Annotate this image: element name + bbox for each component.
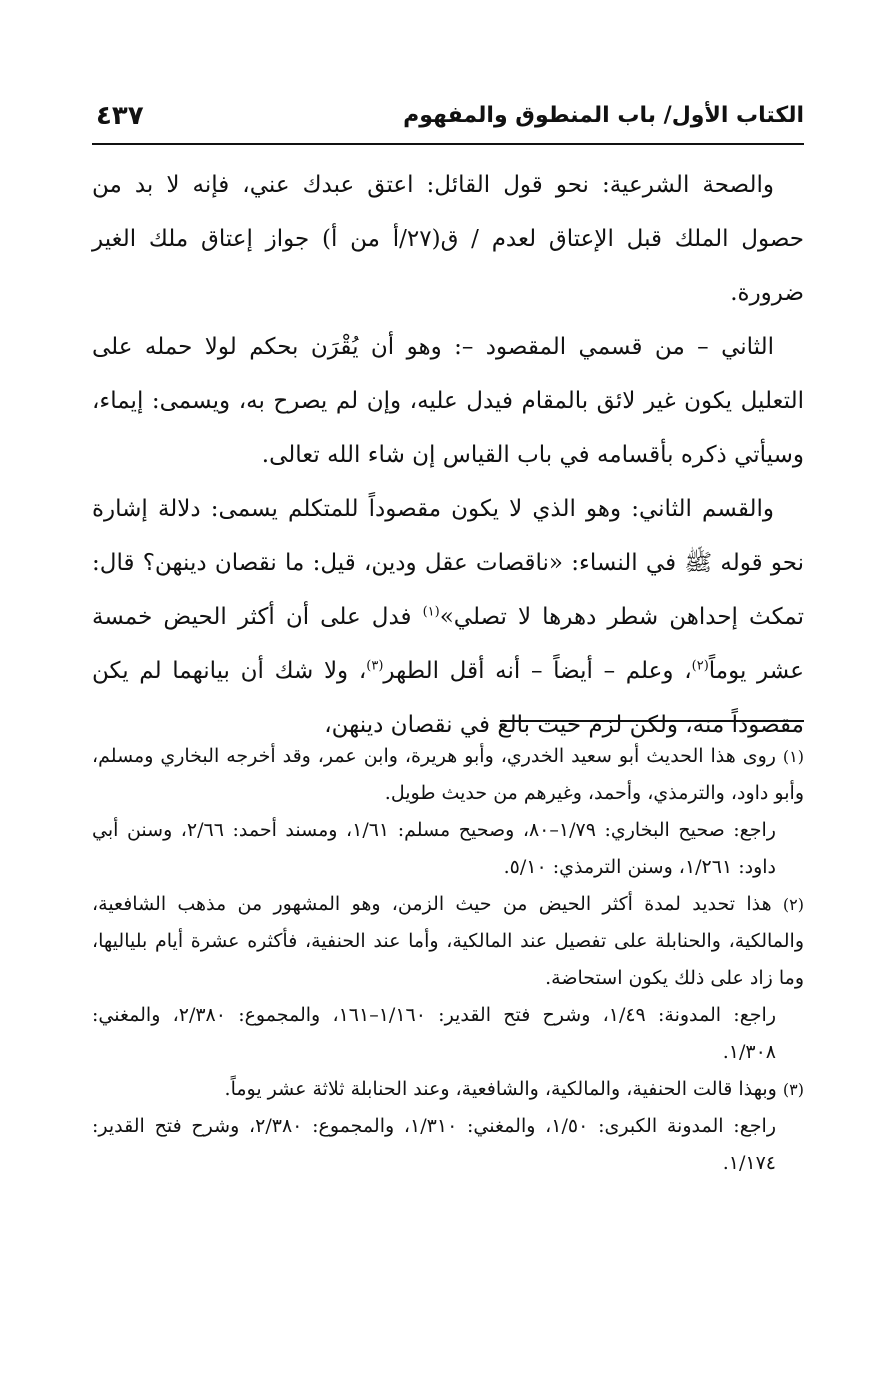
main-text	[92, 158, 804, 738]
paragraph-3	[92, 482, 804, 752]
paragraph-text: ، وعلم – أيضاً – أنه أقل الطهر	[383, 658, 692, 684]
footnote-2	[92, 886, 804, 997]
paragraph-text: ، ولا شك أن بيانهما لم يكن مقصوداً منه، ولكن لزم حيث بالغ في نقصان دينهن،	[92, 658, 804, 738]
header-divider	[92, 143, 804, 145]
paragraph-text: والقسم الثاني: وهو الذي لا يكون مقصوداً للمتكلم يسمى: دلالة إشارة نحو قوله ﷺ في النساء: «ناقصات عقل ودين، قيل: ما نقصان دينهن؟ قال: تمكث إحداهن شطر دهرها لا تصلي»	[92, 496, 804, 630]
footnote-ref-2[interactable]: (٢)	[691, 658, 709, 674]
footnote-divider	[500, 720, 804, 722]
paragraph-text: والصحة الشرعية: نحو قول القائل: اعتق عبدك عني، فإنه لا بد من حصول الملك قبل الإعتاق لعدم / ق(٢٧/أ من أ) جواز إعتاق ملك الغير ضرورة.	[92, 172, 804, 306]
page-number: ٤٣٧	[96, 101, 144, 131]
header-title: الكتاب الأول/ باب المنطوق والمفهوم	[403, 103, 804, 128]
footnote-1	[92, 738, 804, 812]
footnote-text: هذا تحديد لمدة أكثر الحيض من حيث الزمن، وهو المشهور من مذهب الشافعية، والمالكية، والحنابلة على تفصيل عند المالكية، وأما عند الحنفية، فأكثره عشرة أيام بلياليها، وما زاد على ذلك يكون استحاضة.	[92, 893, 804, 989]
footnote-1-references: راجع: صحيح البخاري: ١/٧٩–٨٠، وصحيح مسلم: ١/٦١، ومسند أحمد: ٢/٦٦، وسنن أبي داود: ١/٢٦١، وسنن الترمذي: ٥/١٠.	[92, 819, 776, 878]
footnotes-section	[92, 738, 804, 1278]
paragraph-2	[92, 320, 804, 482]
footnote-3	[92, 1071, 804, 1108]
footnote-number: (٣)	[782, 1080, 804, 1099]
paragraph-1	[92, 158, 804, 320]
footnote-2-references: راجع: المدونة: ١/٤٩، وشرح فتح القدير: ١/١٦٠–١٦١، والمجموع: ٢/٣٨٠، والمغني: ١/٣٠٨.	[92, 1004, 777, 1063]
footnote-number: (٢)	[782, 895, 804, 914]
paragraph-text: الثاني – من قسمي المقصود –: وهو أن يُقْرَن بحكم لولا حمله على التعليل يكون غير لائق بالمقام فيدل عليه، وإن لم يصرح به، ويسمى: إيماء، وسيأتي ذكره بأقسامه في باب القياس إن شاء الله تعالى.	[92, 334, 804, 468]
footnote-ref-3[interactable]: (٣)	[366, 658, 384, 674]
footnote-text: وبهذا قالت الحنفية، والمالكية، والشافعية، وعند الحنابلة ثلاثة عشر يوماً.	[224, 1078, 777, 1100]
running-header	[92, 98, 804, 138]
footnote-3-references: راجع: المدونة الكبرى: ١/٥٠، والمغني: ١/٣١٠، والمجموع: ٢/٣٨٠، وشرح فتح القدير: ١/١٧٤.	[92, 1115, 777, 1174]
footnote-ref-1[interactable]: (١)	[422, 604, 440, 620]
footnote-text: روى هذا الحديث أبو سعيد الخدري، وأبو هريرة، وابن عمر، وقد أخرجه البخاري ومسلم، وأبو داود، والترمذي، وأحمد، وغيرهم من حديث طويل.	[92, 745, 804, 804]
paragraph-text: فدل على أن أكثر الحيض خمسة عشر يوماً	[92, 604, 804, 684]
footnote-number: (١)	[782, 747, 804, 766]
